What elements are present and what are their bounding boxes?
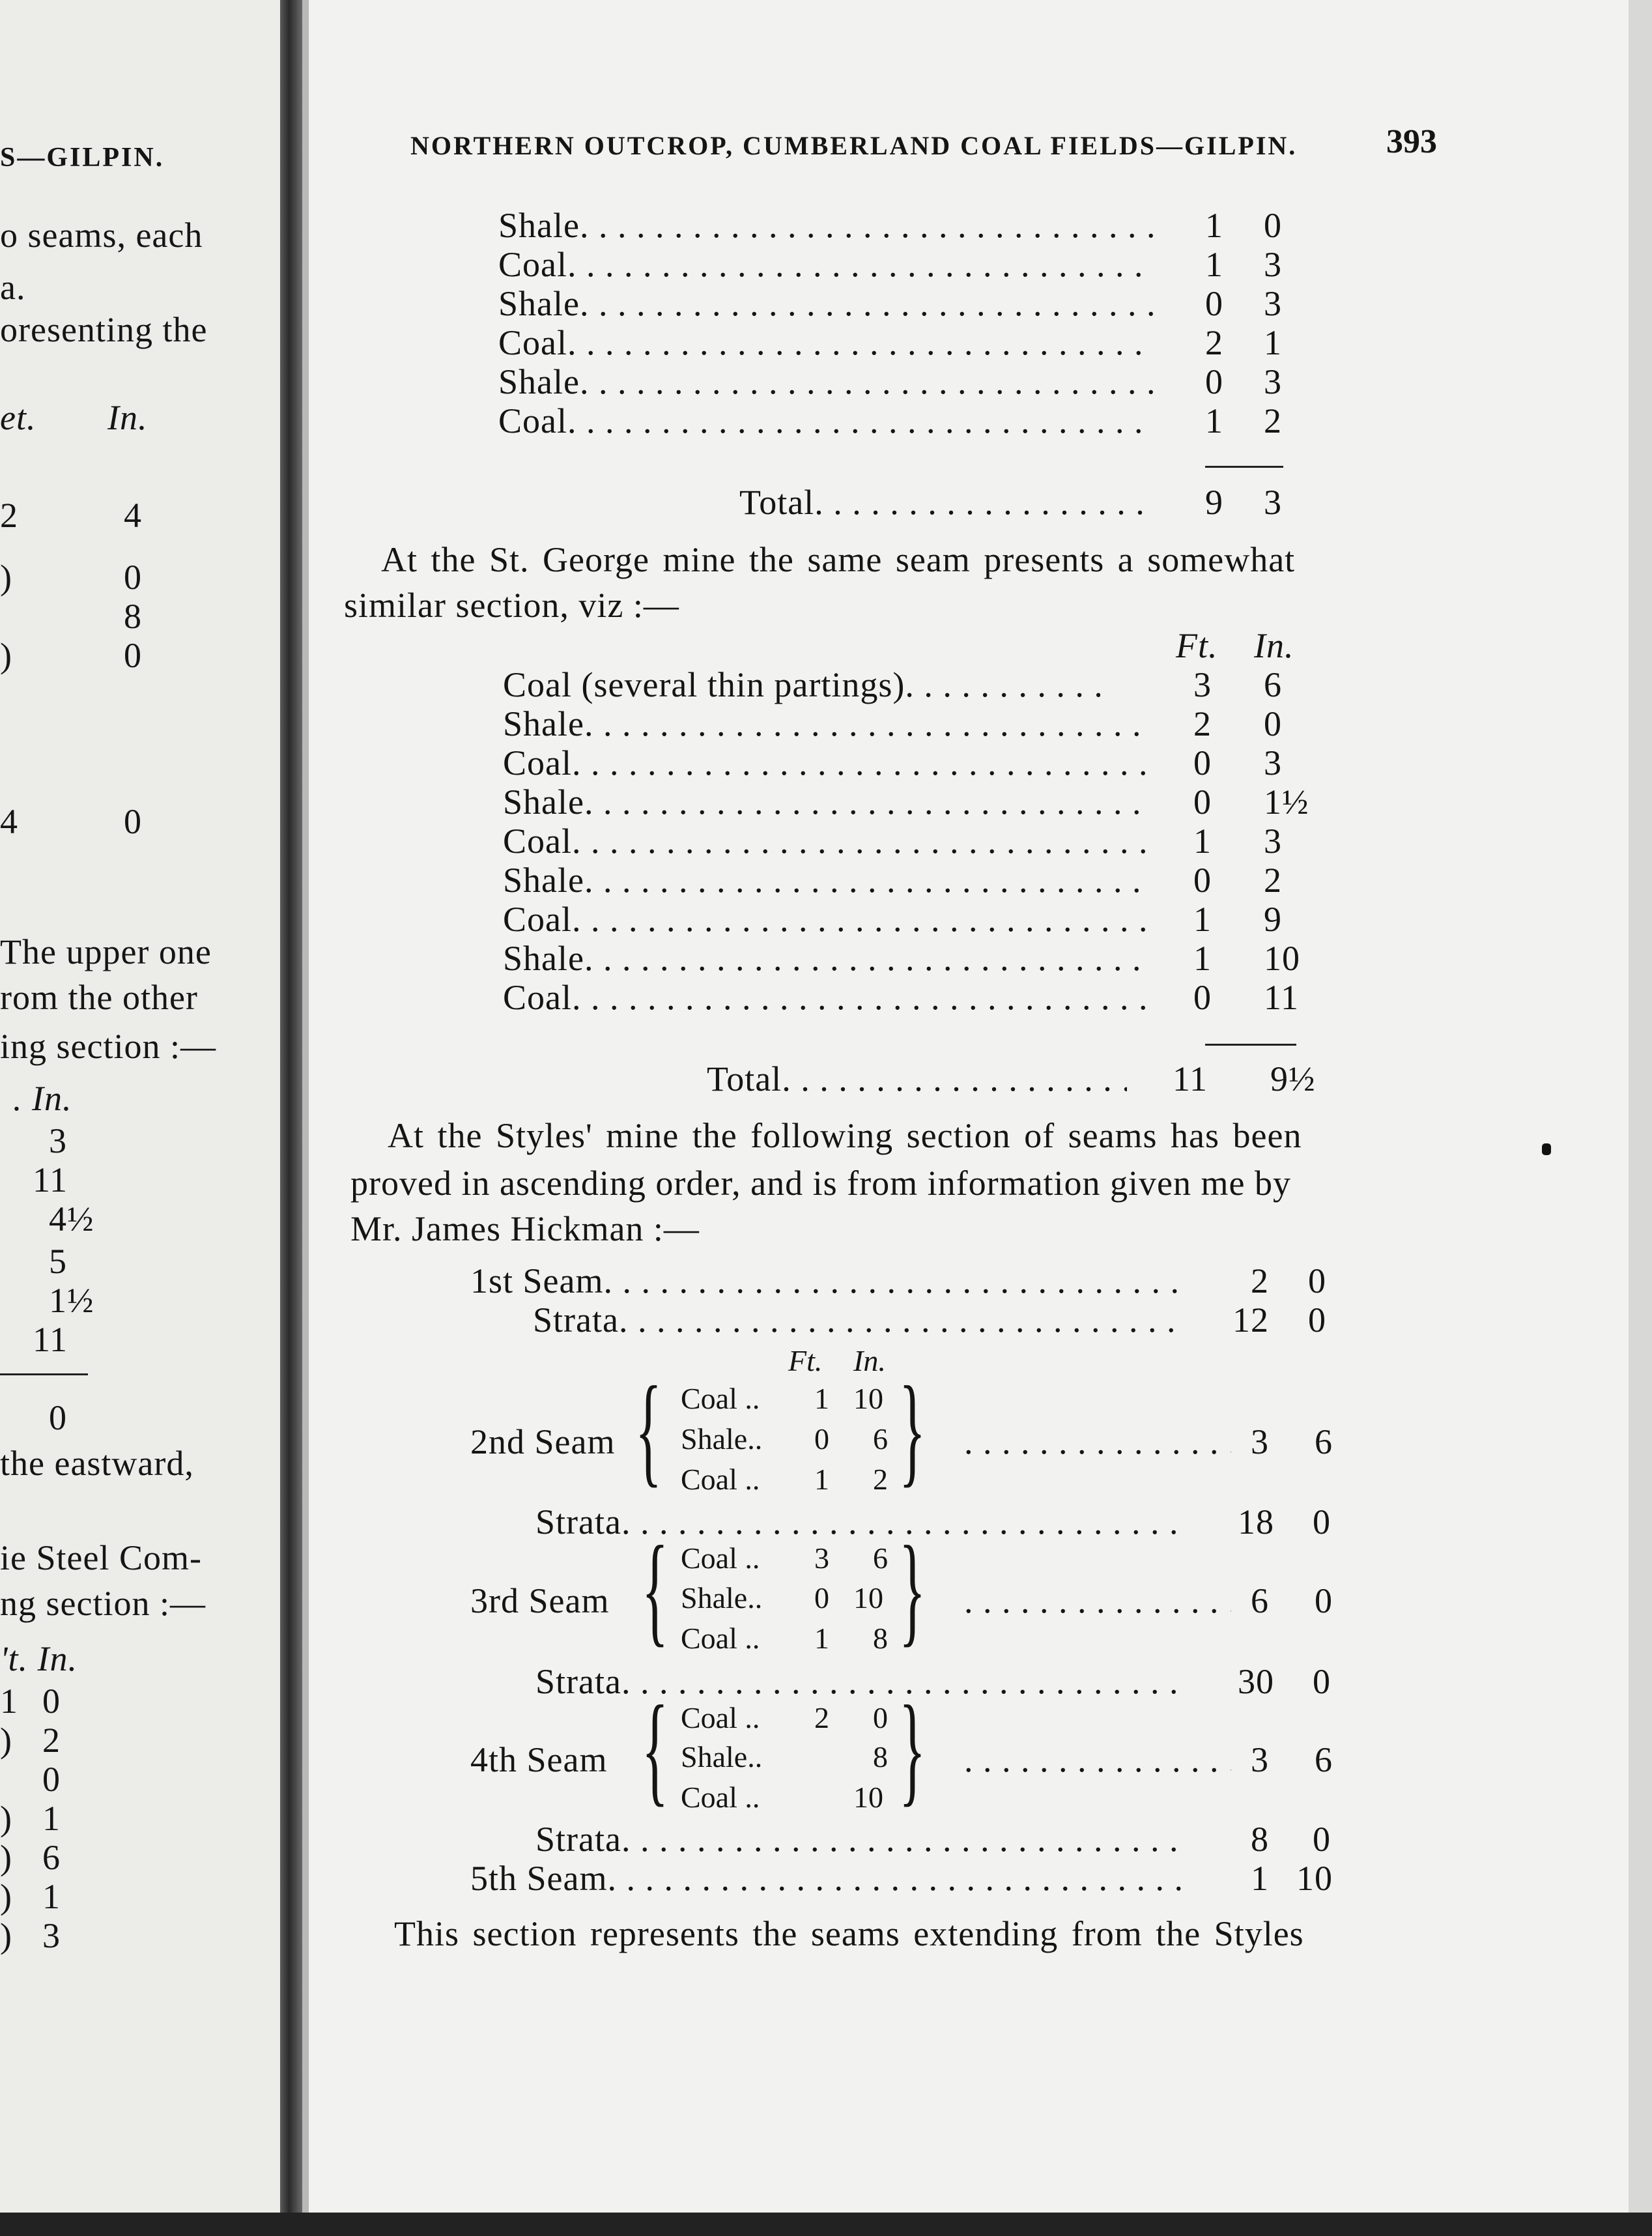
right-brace: } <box>899 1362 926 1498</box>
part-ft: 2 <box>814 1701 829 1734</box>
seam-label: 3rd Seam <box>470 1581 610 1620</box>
left-num: ) <box>0 1838 12 1877</box>
left-total-rule <box>0 1373 88 1375</box>
left-num: ) <box>0 1877 12 1916</box>
part-ft: 1 <box>814 1463 829 1496</box>
ft-value: 0 <box>1205 284 1223 323</box>
in-value: 6 <box>1264 665 1282 704</box>
section2-row: Shale. . . <box>503 938 1151 979</box>
ft-value: 30 <box>1238 1662 1274 1701</box>
ft-value: 0 <box>1205 362 1223 401</box>
section1-row: Coal. . . <box>498 322 1147 363</box>
left-num: ) <box>0 1721 12 1760</box>
seam-part: Coal .. <box>681 1382 760 1415</box>
ft-value: 1 <box>1251 1859 1269 1898</box>
part-ft: 1 <box>814 1382 829 1415</box>
section2-row: Coal. . . <box>503 899 1145 939</box>
in-value: 0 <box>1313 1820 1331 1859</box>
paragraph-line: At the Styles' mine the following section of seams has been <box>388 1116 1302 1155</box>
ft-value: 0 <box>1193 861 1212 900</box>
section1-row: Shale. . . <box>498 205 1160 246</box>
strata-row: Strata. . . <box>535 1819 1182 1859</box>
ft-value: 1 <box>1193 900 1212 939</box>
sub-col-head-in: In. <box>853 1344 886 1377</box>
section2-total-rule <box>1205 1044 1296 1046</box>
in-value: 2 <box>1264 401 1282 440</box>
left-brace: { <box>642 1521 669 1658</box>
left-num: 6 <box>42 1838 61 1877</box>
seam-row: 1st Seam. . . <box>470 1261 1190 1301</box>
left-text-line: rom the other <box>0 978 198 1017</box>
left-text-line: the eastward, <box>0 1444 194 1483</box>
section1-total-rule <box>1205 466 1283 468</box>
in-value: 0 <box>1264 704 1282 743</box>
seam-leader <box>964 1422 1231 1462</box>
seam-part: Coal .. <box>681 1781 760 1814</box>
left-col-head-in: In. <box>107 398 148 437</box>
left-num: 1 <box>42 1799 61 1838</box>
left-brace: { <box>635 1362 662 1498</box>
in-value: 6 <box>1315 1422 1333 1461</box>
ft-value: 1 <box>1193 822 1212 861</box>
section2-row: Coal. . . <box>503 977 1145 1018</box>
paragraph-line: similar section, viz :— <box>344 586 679 625</box>
in-value: 0 <box>1313 1502 1331 1541</box>
seam-part: Shale.. <box>681 1581 763 1614</box>
in-value: 2 <box>1264 861 1282 900</box>
left-running-head: S—GILPIN. <box>0 143 165 173</box>
total-ft: 11 <box>1173 1059 1208 1098</box>
in-value: 0 <box>1308 1300 1326 1340</box>
section1-total: Total. . . <box>739 482 1153 523</box>
ft-value: 1 <box>1205 206 1223 245</box>
seam-part: Coal .. <box>681 1463 760 1496</box>
left-num: 8 <box>124 597 142 636</box>
left-num: 0 <box>124 636 142 675</box>
section2-row: Shale. . . <box>503 860 1151 900</box>
seam-label: 2nd Seam <box>470 1422 616 1461</box>
in-value: 3 <box>1264 245 1282 284</box>
left-num: 0 <box>42 1760 61 1799</box>
in-value: 3 <box>1264 362 1282 401</box>
in-value: 0 <box>1313 1662 1331 1701</box>
ft-value: 6 <box>1251 1581 1269 1620</box>
ft-value: 1 <box>1205 245 1223 284</box>
seam-part: Shale.. <box>681 1740 763 1773</box>
seam-part: Shale.. <box>681 1422 763 1455</box>
section1-row: Shale. . . <box>498 362 1160 402</box>
section2-row: Coal. . . <box>503 743 1145 783</box>
total-in: 9½ <box>1270 1059 1316 1098</box>
seam-part: Coal .. <box>681 1622 760 1655</box>
left-num: 4 <box>0 802 18 841</box>
left-num: 11 <box>33 1320 68 1359</box>
strata-row: Strata. . . <box>533 1300 1186 1340</box>
ft-value: 0 <box>1193 743 1212 782</box>
left-num: 0 <box>124 558 142 597</box>
left-text-line: ng section :— <box>0 1584 206 1623</box>
left-num: 1 <box>0 1682 18 1721</box>
scan-speck <box>1542 1143 1551 1155</box>
ft-value: 2 <box>1193 704 1212 743</box>
strata-row: Strata. . . <box>535 1502 1182 1542</box>
part-in: 10 <box>853 1781 883 1814</box>
sub-col-head-ft: Ft. <box>788 1344 823 1377</box>
in-value: 9 <box>1264 900 1282 939</box>
section2-row: Shale. . . <box>503 782 1151 822</box>
part-in: 10 <box>853 1581 883 1614</box>
left-num: 0 <box>124 802 142 841</box>
scan-border <box>0 2213 1652 2236</box>
section2-row: Coal (several thin partings). . . <box>503 665 1100 705</box>
section1-row: Coal. . . <box>498 244 1147 285</box>
left-num: 1 <box>42 1877 61 1916</box>
ft-value: 12 <box>1232 1300 1269 1340</box>
ft-value: 2 <box>1205 323 1223 362</box>
col-head-ft: Ft. <box>1176 626 1218 665</box>
right-brace: } <box>899 1681 926 1818</box>
left-brace: { <box>642 1681 669 1818</box>
ft-value: 18 <box>1238 1502 1274 1541</box>
ft-value: 1 <box>1193 939 1212 978</box>
left-num: ) <box>0 1799 12 1838</box>
part-in: 2 <box>873 1463 888 1496</box>
paragraph-line: Mr. James Hickman :— <box>350 1209 700 1248</box>
section2-total: Total. . . <box>707 1059 1127 1099</box>
left-text-line: The upper one <box>0 932 212 971</box>
seam-row: 5th Seam. . . <box>470 1858 1193 1899</box>
part-in: 0 <box>873 1701 888 1734</box>
in-value: 10 <box>1264 939 1300 978</box>
ft-value: 8 <box>1251 1820 1269 1859</box>
ft-value: 2 <box>1251 1261 1269 1300</box>
in-value: 10 <box>1296 1859 1333 1898</box>
left-num: 0 <box>42 1682 61 1721</box>
ft-value: 1 <box>1205 401 1223 440</box>
ft-value: 0 <box>1193 978 1212 1017</box>
paragraph-line: At the St. George mine the same seam presents a somewhat <box>381 540 1296 579</box>
left-num: 11 <box>33 1160 68 1199</box>
left-text-line: o seams, each <box>0 216 203 255</box>
strata-row: Strata. . . <box>535 1661 1182 1702</box>
ft-value: 3 <box>1193 665 1212 704</box>
book-gutter <box>280 0 302 2236</box>
in-value: 0 <box>1264 206 1282 245</box>
left-num: ) <box>0 636 12 675</box>
left-num: ) <box>0 1916 12 1955</box>
in-value: 3 <box>1264 284 1282 323</box>
gutter-shadow <box>302 0 309 2236</box>
part-ft: 1 <box>814 1622 829 1655</box>
left-text-line: oresenting the <box>0 310 208 349</box>
seam-leader <box>964 1581 1231 1621</box>
ft-value: 0 <box>1193 782 1212 822</box>
in-value: 6 <box>1315 1740 1333 1779</box>
left-num: ) <box>0 558 12 597</box>
left-ft-in-head: 't. In. <box>0 1639 78 1678</box>
left-num: 3 <box>49 1121 67 1160</box>
left-num: 3 <box>42 1916 61 1955</box>
left-text-line: ing section :— <box>0 1027 216 1066</box>
in-value: 1 <box>1264 323 1282 362</box>
running-title: NORTHERN OUTCROP, CUMBERLAND COAL FIELDS—GILPIN. <box>410 131 1298 160</box>
in-value: 3 <box>1264 822 1282 861</box>
page-number: 393 <box>1386 123 1437 160</box>
in-value: 11 <box>1264 978 1299 1017</box>
left-num: 4 <box>124 496 142 535</box>
page-edge <box>1629 0 1652 2236</box>
left-num: 2 <box>42 1721 61 1760</box>
left-in-head: . In. <box>13 1079 72 1118</box>
seam-part: Coal .. <box>681 1541 760 1575</box>
part-in: 10 <box>853 1382 883 1415</box>
paragraph-line: proved in ascending order, and is from information given me by <box>350 1164 1291 1203</box>
part-ft: 0 <box>814 1422 829 1455</box>
section2-row: Shale. . . <box>503 704 1151 744</box>
total-ft: 9 <box>1205 483 1223 522</box>
left-col-head-ft: et. <box>0 398 36 437</box>
seam-leader <box>964 1740 1231 1780</box>
in-value: 0 <box>1308 1261 1326 1300</box>
part-ft: 0 <box>814 1581 829 1614</box>
right-brace: } <box>899 1521 926 1658</box>
col-head-in: In. <box>1254 626 1294 665</box>
paragraph-line: This section represents the seams extending from the Styles <box>394 1914 1304 1953</box>
part-in: 8 <box>873 1740 888 1773</box>
left-num: 4½ <box>49 1199 94 1239</box>
part-in: 6 <box>873 1541 888 1575</box>
left-num: 2 <box>0 496 18 535</box>
part-ft: 3 <box>814 1541 829 1575</box>
left-num: 5 <box>49 1242 67 1281</box>
in-value: 0 <box>1315 1581 1333 1620</box>
left-num: 1½ <box>49 1281 94 1320</box>
part-in: 6 <box>873 1422 888 1455</box>
in-value: 1½ <box>1264 782 1309 822</box>
section1-row: Coal. . . <box>498 401 1147 441</box>
left-text-line: ie Steel Com- <box>0 1538 202 1577</box>
section1-row: Shale. . . <box>498 283 1160 324</box>
left-num: 0 <box>49 1398 67 1437</box>
part-in: 8 <box>873 1622 888 1655</box>
ft-value: 3 <box>1251 1422 1269 1461</box>
in-value: 3 <box>1264 743 1282 782</box>
total-in: 3 <box>1264 483 1282 522</box>
section2-row: Coal. . . <box>503 821 1145 861</box>
seam-label: 4th Seam <box>470 1740 608 1779</box>
seam-part: Coal .. <box>681 1701 760 1734</box>
ft-value: 3 <box>1251 1740 1269 1779</box>
left-text-line: a. <box>0 268 26 307</box>
